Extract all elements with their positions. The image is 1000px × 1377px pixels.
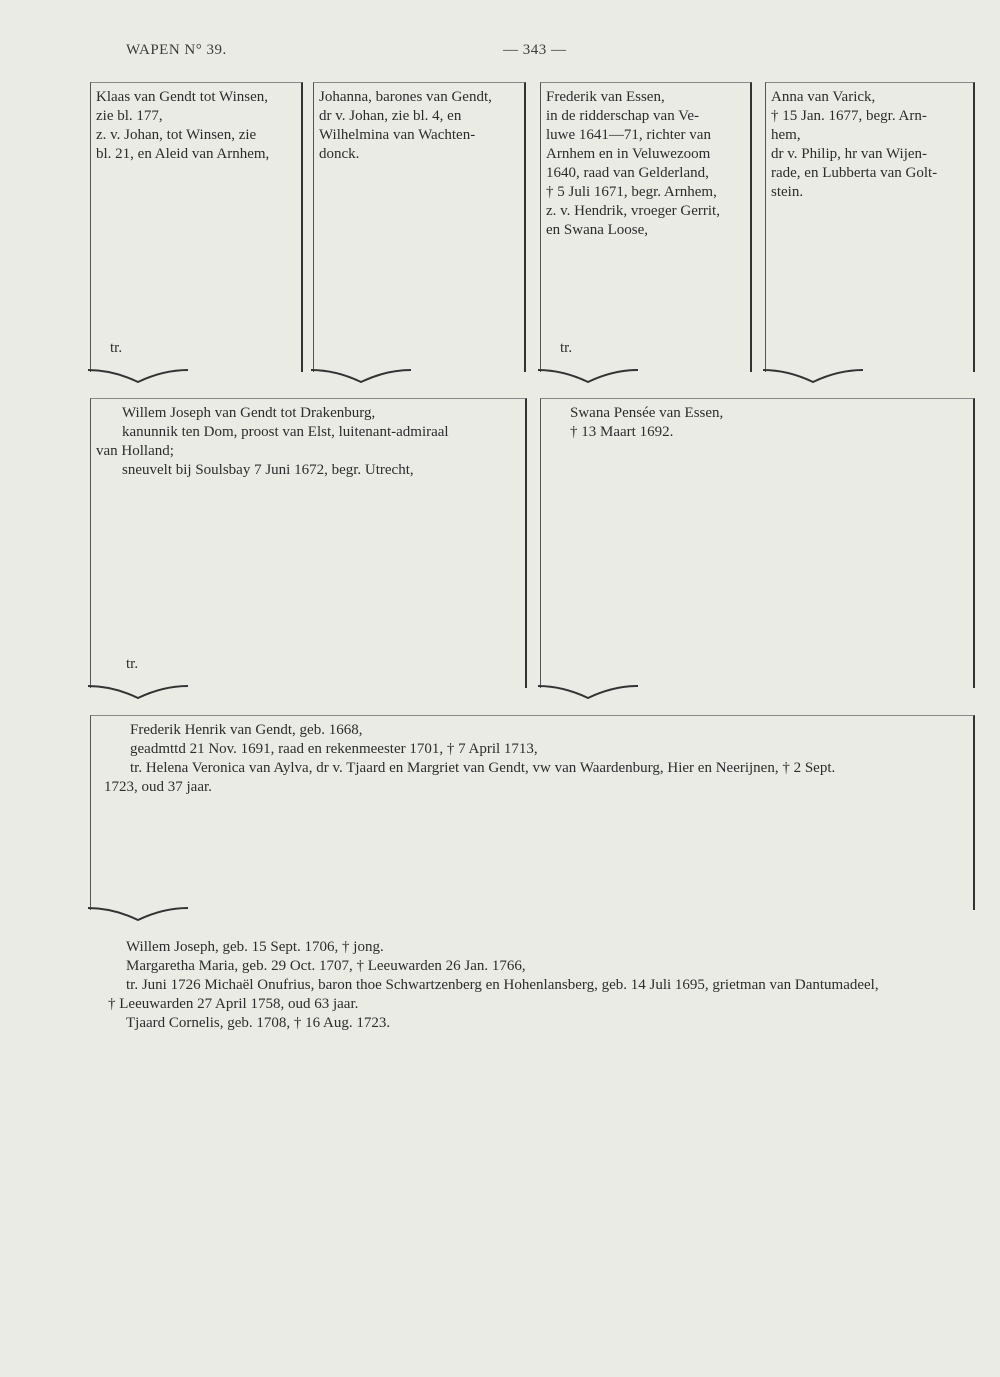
running-header: WAPEN N° 39. — [126, 42, 227, 58]
line: Willem Joseph van Gendt tot Drakenburg, — [122, 405, 376, 421]
line: bl. 21, en Aleid van Arnhem, — [96, 146, 270, 162]
bracket — [763, 368, 863, 384]
entry-klaas-van-gendt — [90, 82, 303, 372]
line: Anna van Varick, — [771, 89, 876, 105]
line: en Swana Loose, — [546, 222, 649, 238]
child-entry: tr. Juni 1726 Michaël Onufrius, baron thoe Schwartzenberg en Hohenlansberg, geb. 14 Juli 1695, grietman van Dantumadeel, — [126, 977, 879, 993]
entry-willem-joseph-van-gendt — [90, 398, 527, 688]
child-entry: Margaretha Maria, geb. 29 Oct. 1707, † Leeuwarden 26 Jan. 1766, — [126, 958, 526, 974]
bracket — [88, 368, 188, 384]
line: Frederik Henrik van Gendt, geb. 1668, — [130, 722, 363, 738]
child-entry: Tjaard Cornelis, geb. 1708, † 16 Aug. 1723. — [126, 1015, 391, 1031]
bracket — [88, 684, 188, 700]
line: 1640, raad van Gelderland, — [546, 165, 709, 181]
line: luwe 1641—71, richter van — [546, 127, 711, 143]
marriage-marker: tr. — [126, 656, 139, 672]
line: 1723, oud 37 jaar. — [104, 779, 212, 795]
line: geadmttd 21 Nov. 1691, raad en rekenmeester 1701, † 7 April 1713, — [130, 741, 538, 757]
line: z. v. Hendrik, vroeger Gerrit, — [546, 203, 720, 219]
child-entry: Willem Joseph, geb. 15 Sept. 1706, † jong. — [126, 939, 384, 955]
line: sneuvelt bij Soulsbay 7 Juni 1672, begr. Utrecht, — [122, 462, 414, 478]
entry-johanna-van-gendt — [313, 82, 526, 372]
line: Johanna, barones van Gendt, — [319, 89, 492, 105]
entry-anna-van-varick — [765, 82, 975, 372]
line: kanunnik ten Dom, proost van Elst, luitenant-admiraal — [122, 424, 449, 440]
line: donck. — [319, 146, 360, 162]
line: in de ridderschap van Ve- — [546, 108, 700, 124]
line: † 15 Jan. 1677, begr. Arn- — [771, 108, 927, 124]
child-entry: † Leeuwarden 27 April 1758, oud 63 jaar. — [108, 996, 359, 1012]
entry-frederik-van-essen — [540, 82, 752, 372]
line: Swana Pensée van Essen, — [570, 405, 724, 421]
line: Arnhem en in Veluwezoom — [546, 146, 711, 162]
children-list — [108, 938, 968, 1033]
line: zie bl. 177, — [96, 108, 163, 124]
line: hem, — [771, 127, 801, 143]
bracket — [538, 684, 638, 700]
bracket — [88, 906, 188, 922]
marriage-marker: tr. — [110, 340, 123, 356]
marriage-marker: tr. — [560, 340, 573, 356]
line: van Holland; — [96, 443, 174, 459]
bracket — [538, 368, 638, 384]
line: † 13 Maart 1692. — [570, 424, 674, 440]
line: dr v. Philip, hr van Wijen- — [771, 146, 928, 162]
line: rade, en Lubberta van Golt- — [771, 165, 938, 181]
line: stein. — [771, 184, 804, 200]
line: dr v. Johan, zie bl. 4, en — [319, 108, 462, 124]
line: tr. Helena Veronica van Aylva, dr v. Tjaard en Margriet van Gendt, vw van Waardenburg, Hier en Neerijnen, † 2 Sept. — [130, 760, 836, 776]
page-number: — 343 — — [503, 42, 567, 58]
entry-swana-pensee-van-essen — [540, 398, 975, 688]
line: Frederik van Essen, — [546, 89, 665, 105]
line: Wilhelmina van Wachten- — [319, 127, 476, 143]
bracket — [311, 368, 411, 384]
line: z. v. Johan, tot Winsen, zie — [96, 127, 257, 143]
line: Klaas van Gendt tot Winsen, — [96, 89, 269, 105]
line: † 5 Juli 1671, begr. Arnhem, — [546, 184, 717, 200]
entry-frederik-henrik-van-gendt — [90, 715, 975, 910]
